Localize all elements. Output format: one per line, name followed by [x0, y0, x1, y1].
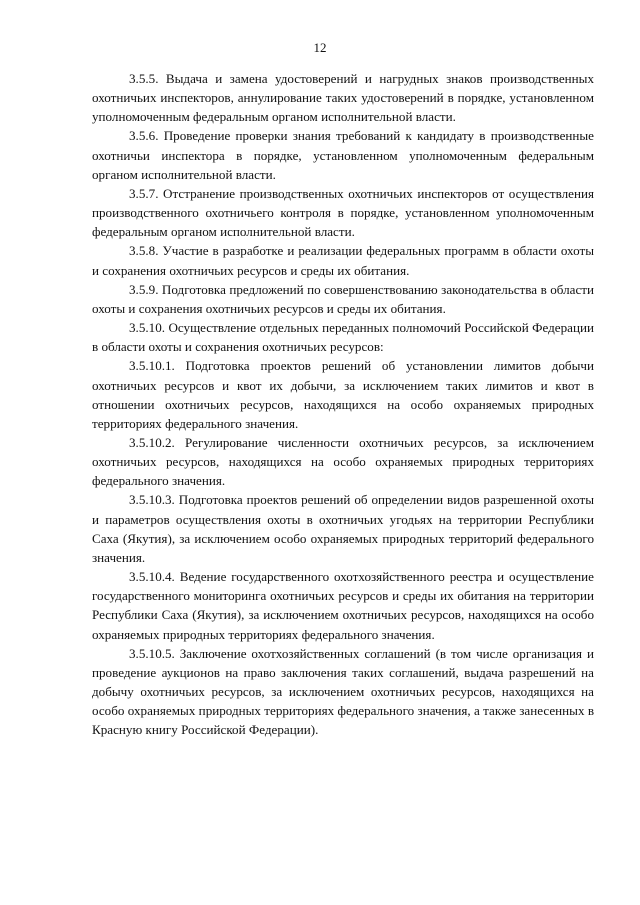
page-number: 12	[313, 40, 327, 55]
paragraph-3-5-10-3: 3.5.10.3. Подготовка проектов решений об определении видов разрешенной охоты и параметров осуществления охоты в охотничьих угодьях на территории Республики Саха (Якутия), за исключением особо охраняемых природных территорий федерального значения.	[92, 492, 594, 565]
paragraph-3-5-10-4: 3.5.10.4. Ведение государственного охотхозяйственного реестра и осуществление государственного мониторинга охотничьих ресурсов и среды их обитания на территории Республики Саха (Якутия), за исключением охотничьих ресурсов, находящихся на особо охраняемых природных территориях федерального значения.	[92, 569, 594, 642]
paragraph-3-5-10: 3.5.10. Осуществление отдельных переданных полномочий Российской Федерации в области охоты и сохранения охотничьих ресурсов:	[92, 320, 594, 355]
paragraph-3-5-10-1: 3.5.10.1. Подготовка проектов решений об установлении лимитов добычи охотничьих ресурсов и квот их добычи, за исключением таких лимитов и квот в отношении охотничьих ресурсов, находящихся на особо охраняемых природных территориях федерального значения.	[92, 358, 594, 431]
paragraph-3-5-10-2: 3.5.10.2. Регулирование численности охотничьих ресурсов, за исключением охотничьих ресурсов, находящихся на особо охраняемых природных территориях федерального значения.	[92, 434, 594, 489]
paragraph-3-5-9: 3.5.9. Подготовка предложений по совершенствованию законодательства в области охоты и сохранения охотничьих ресурсов и среды их обитания.	[92, 281, 594, 316]
paragraph-3-5-10-5: 3.5.10.5. Заключение охотхозяйственных соглашений (в том числе организация и проведение аукционов на право заключения таких соглашений, выдача разрешений на добычу охотничьих ресурсов, за исключением охотничьих ресурсов, находящихся на особо охраняемых природных территориях федерального значения, а также занесенных в Красную книгу Российской Федерации).	[92, 645, 594, 738]
paragraph-3-5-7: 3.5.7. Отстранение производственных охотничьих инспекторов от осуществления производственного охотничьего контроля в порядке, установленном уполномоченным федеральным органом исполнительной власти.	[92, 185, 594, 240]
paragraph-3-5-6: 3.5.6. Проведение проверки знания требований к кандидату в производственные охотничьи инспектора в порядке, установленном уполномоченным федеральным органом исполнительной власти.	[92, 128, 594, 182]
document-body	[92, 69, 594, 739]
paragraph-3-5-5: 3.5.5. Выдача и замена удостоверений и нагрудных знаков производственных охотничьих инспекторов, аннулирование таких удостоверений в порядке, установленном уполномоченным федеральным органом исполнительной власти.	[92, 71, 594, 125]
paragraph-3-5-8: 3.5.8. Участие в разработке и реализации федеральных программ в области охоты и сохранения охотничьих ресурсов и среды их обитания.	[92, 243, 594, 278]
